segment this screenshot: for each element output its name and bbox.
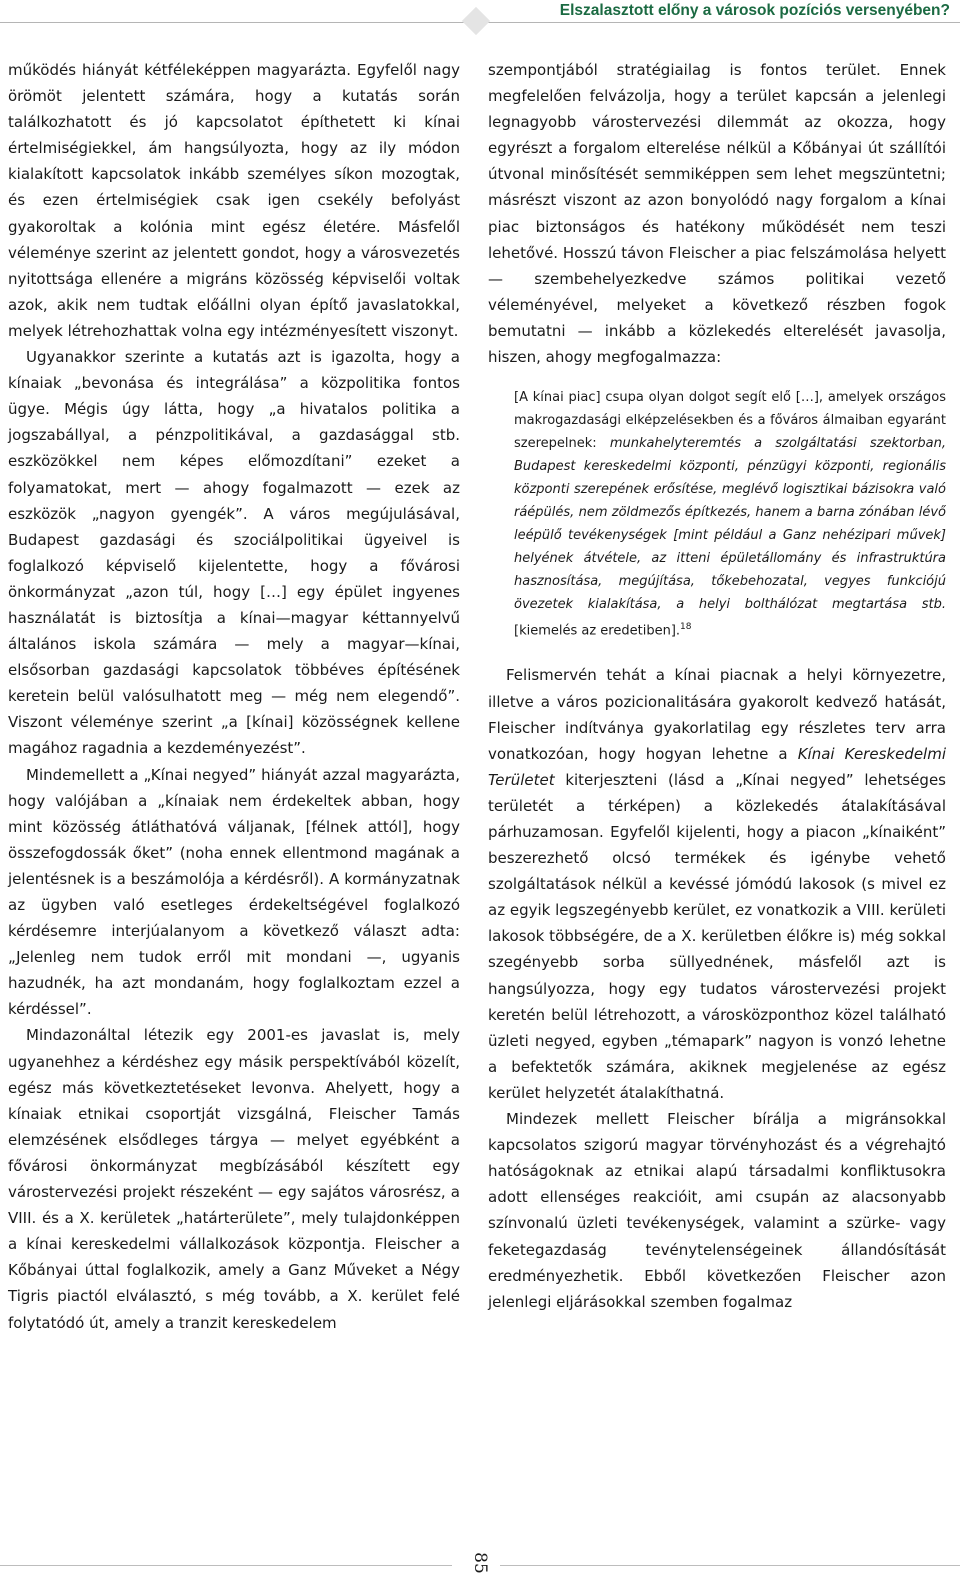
quote-italic: munkahelyteremtés a szolgáltatási szektorban, Budapest kereskedelmi központi, pénzügyi központi, regionális központi szerepének erősítése, meglévő logisztikai bázisokra való ráépülés, nem zöldmezős építkezés, hanem a barna zónában lévő leépülő tevékenységek [mint például a Ganz nehézipari művek] helyének átvétele, az itteni épületállomány és infrastruktúra hasznosítása, megújítása, tőkebehozatal, vegyes funkciójú övezetek kialakítása, a helyi bolthálózat megtartása stb. bbox=[514, 436, 946, 613]
left-paragraph-1: működés hiányát kétféleképpen magyarázta. Egyfelől nagy örömöt jelentett számára, hogy a kutatás során találkozhatott és jó kapcsolatot építhetett ki kínai értelmiségiekkel, ám hangsúlyozta, hogy az ily módon kialakított kapcsolatok inkább személyes síkon mozogtak, és ezen értelmiségiek csak igen csekély befolyást gyakoroltak a kolónia mint egész életére. Másfelől véleménye szerint az jelentett gondot, hogy a városvezetés nyitottsága ellenére a migráns közösség képviselői voltak azok, akik nem tudtak előállni olyan építő javaslatokkal, melyek létrehozhattak volna egy intézményesített viszonyt. bbox=[8, 61, 460, 340]
footer-rule-left bbox=[0, 1565, 452, 1566]
quote-plain-end: [kiemelés az eredetiben]. bbox=[514, 623, 681, 639]
header-diamond-ornament bbox=[462, 7, 490, 35]
running-title: Elszalasztott előny a városok pozíciós versenyében? bbox=[552, 2, 950, 20]
left-paragraph-3: Mindemellett a „Kínai negyed” hiányát azzal magyarázta, hogy valójában a „kínaiak nem érdekeltek abban, hogy mint közösség átláthatóvá váljanak, [félnek attól], hogy összefogdossák őket” (noha ennek ellentmond magának a jelentésnek is a beszámolója a kérdésről). A kormányzatnak az ügyben való esetleges érdekeltségével foglalkozó kérdésemre interjúalanyom a következő választ adta: „Jelenleg nem tudok erről mit mondani —, ugyanis hazudnék, ha azt mondanám, hogy foglalkoztam ezzel a kérdéssel”. bbox=[8, 765, 460, 1019]
block-quote bbox=[514, 386, 946, 642]
right-paragraph-2-start: Felismervén tehát a kínai piacnak a helyi környezetre, illetve a város pozicionalitására gyakorolt kedvező hatását, Fleischer indítványa gyakorlatilag egy részletes terv arra vonatkozóan, hogy hogyan lehetne a bbox=[488, 666, 946, 763]
right-column bbox=[488, 57, 946, 1315]
quote-plain-start: [A kínai piac] csupa olyan dolgot segít elő […], amelyek országos makrogazdasági elképzelésekben és a főváros álmaiban egyaránt szerepelnek: bbox=[514, 390, 946, 452]
left-column bbox=[8, 57, 460, 1336]
left-paragraph-4: Mindazonáltal létezik egy 2001-es javaslat is, mely ugyanehhez a kérdéshez egy másik perspektívából közelít, egész más következtetéseket levonva. Ahelyett, hogy a kínaiak etnikai csoportját vizsgálná, Fleischer Tamás elemzésének elsődleges tárgya — melyet egyébként a fővárosi önkormányzat megbízásából készített egy várostervezési projekt részeként — egy sajátos városrész, a VIII. és a X. kerületek „határterülete”, mely tulajdonképpen a kínai kereskedelmi vállalkozások központja. Fleischer a Kőbányai úttal foglalkozik, amely a Ganz Műveket a Négy Tigris piactól elválasztó, s még tovább, a X. kerület felé folytatódó út, amely a tranzit kereskedelem bbox=[8, 1026, 460, 1332]
footer-rule-right bbox=[500, 1565, 960, 1566]
right-paragraph-3: Mindezek mellett Fleischer bírálja a migránsokkal kapcsolatos szigorú magyar törvényhozást és a végrehajtó hatóságoknak az etnikai alapú társadalmi konfliktusokra adott ellenséges reakcióit, ami csupán az alacsonyabb színvonalú üzleti tevékenységek, valamint a szürke- vagy feketegazdaság tevénytelenségeinek állandósítását eredményezhetik. Ebből következően Fleischer azon jelenlegi eljárásokkal szemben fogalmaz bbox=[488, 1110, 946, 1311]
right-paragraph-1: szempontjából stratégiailag is fontos terület. Ennek megfelelően felvázolja, hogy a terület kapcsán a jelenlegi legnagyobb várostervezési dilemmát az okozza, hogy egyrészt a forgalom elterelése nélkül a Kőbányai út szállítói útvonal minősítését semmiképpen sem lehet megszüntetni; másrészt viszont az azon bonyolódó nagy forgalom a kínai piac biztonságos és hatékony működését nem teszi lehetővé. Hosszú távon Fleischer a piac felszámolása helyett — szembehelyezkedve számos politikai vezető véleményével, melyeket a következő részben fogok bemutatni — inkább a közlekedés elterelését javasolja, hiszen, ahogy megfogalmazza: bbox=[488, 61, 946, 367]
right-paragraph-2-italic: Kínai Kereskedelmi Területet bbox=[488, 744, 946, 789]
page-number: 85 bbox=[470, 1552, 490, 1574]
right-paragraph-2-end: kiterjeszteni (lásd a „Kínai negyed” lehetséges területét a térképen) a közlekedés átalakításával párhuzamosan. Egyfelől kijelenti, hogy a piacon „kínaiként” beszerezhető olcsó termékek és igénybe vehető szolgáltatások nélkül a kevéssé jómódú lakosok (s mivel ez az egyik legszegényebb kerület, ez vonatkozik a VIII. kerületi lakosok többségére, de a X. kerületben élőkre is) még sokkal szegényebb sorba süllyednének, másfelől azt is hangsúlyozza, hogy egy tudatos várostervezési projekt keretén belül létrehozott, a városközponthoz közel található üzleti negyed, egyben „témapark” nagyon is vonzó lehetne a befektetők számára, akiknek megjelenése az egész kerület helyzetét átalakíthatná. bbox=[488, 770, 946, 1102]
left-paragraph-2: Ugyanakkor szerinte a kutatás azt is igazolta, hogy a kínaiak „bevonása és integrálása” a közpolitika fontos ügye. Mégis úgy látta, hogy „a hivatalos politika a jogszabállyal, a pénzpolitikával, a gazdasággal stb. eszközökkel nem képes előmozdítani” ezeket a folyamatokat, mert — ahogy fogalmazott — ezek az eszközök „nagyon gyengék”. A város megújulásával, Budapest gazdasági és szociálpolitikai ügyeivel is foglalkozó képviselő kijelentette, hogy a fővárosi önkormányzat „azon túl, hogy […] egy épület ingyenes használatát is biztosítja a kínai—magyar kéttannyelvű általános iskola számára — mely a magyar—kínai, elsősorban gazdasági kapcsolatok többéves építésének keretein belül valósulhatott meg — még nem elegendő”. Viszont véleménye szerint „a [kínai] közösségnek kellene magához ragadnia a kezdeményezést”. bbox=[8, 348, 460, 758]
footnote-marker[interactable]: 18 bbox=[680, 622, 692, 633]
right-paragraph-2 bbox=[488, 662, 946, 1106]
